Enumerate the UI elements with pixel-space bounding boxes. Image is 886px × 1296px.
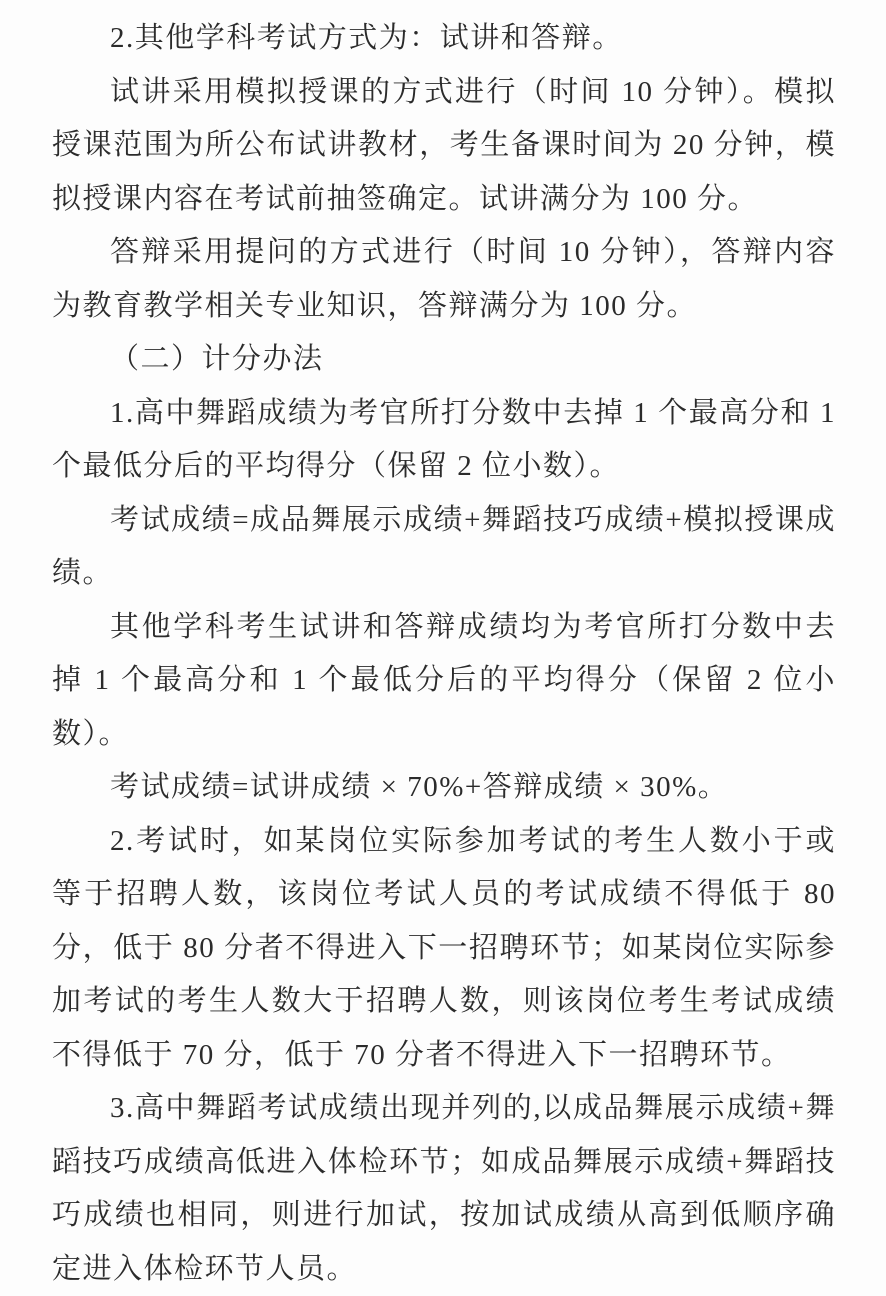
- paragraph-dance-score-formula: 考试成绩=成品舞展示成绩+舞蹈技巧成绩+模拟授课成绩。: [52, 503, 836, 589]
- paragraph-passing-scores: 2.考试时，如某岗位实际参加考试的考生人数小于或等于招聘人数，该岗位考试人员的考试成绩不得低于 80 分，低于 80 分者不得进入下一招聘环节；如某岗位实际参加考试的考生人数大于招聘人数，则该岗位考生考试成绩不得低于 70 分，低于 70 分者不得进入下一招聘环节。: [52, 824, 836, 1071]
- paragraph-exam-method: 2.其他学科考试方式为：试讲和答辩。: [110, 22, 623, 54]
- paragraph-dance-score-rule: 1.高中舞蹈成绩为考官所打分数中去掉 1 个最高分和 1 个最低分后的平均得分（保留 2 位小数）。: [52, 396, 836, 482]
- paragraph-tie-breaking: 3.高中舞蹈考试成绩出现并列的,以成品舞展示成绩+舞蹈技巧成绩高低进入体检环节；如成品舞展示成绩+舞蹈技巧成绩也相同，则进行加试，按加试成绩从高到低顺序确定进入体检环节人员。: [52, 1092, 836, 1285]
- paragraph-other-score-rule: 其他学科考生试讲和答辩成绩均为考官所打分数中去掉 1 个最高分和 1 个最低分后的平均得分（保留 2 位小数）。: [52, 610, 836, 750]
- paragraph-trial-lecture: 试讲采用模拟授课的方式进行（时间 10 分钟）。模拟授课范围为所公布试讲教材，考生备课时间为 20 分钟，模拟授课内容在考试前抽签确定。试讲满分为 100 分。: [52, 75, 836, 215]
- paragraph-defense: 答辩采用提问的方式进行（时间 10 分钟），答辩内容为教育教学相关专业知识，答辩满分为 100 分。: [52, 236, 836, 322]
- section-heading-scoring: （二）计分办法: [110, 343, 324, 375]
- paragraph-other-score-formula: 考试成绩=试讲成绩 × 70%+答辩成绩 × 30%。: [110, 771, 729, 803]
